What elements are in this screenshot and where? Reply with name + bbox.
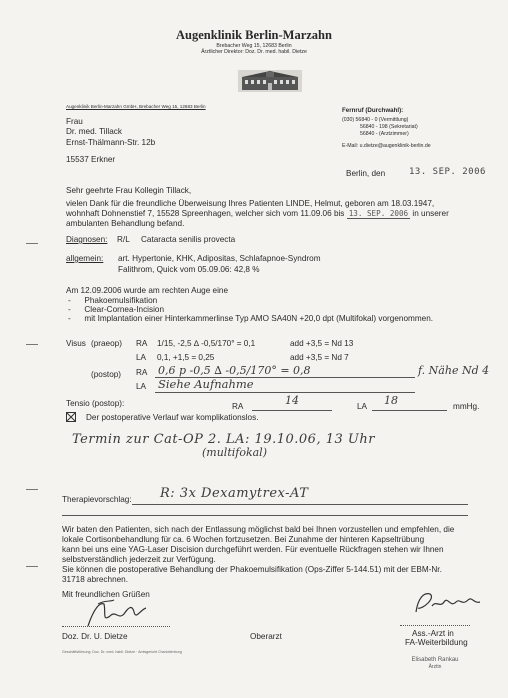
- visus-la-postop-line: [155, 392, 415, 393]
- intro-line-2a: wohnhaft Dohnenstief 7, 15528 Spreenhagen, welcher sich vom 11.09.06 bis: [66, 209, 345, 218]
- diagnosis-side: R/L: [117, 235, 130, 244]
- contact-header: Fernruf (Durchwahl):: [342, 107, 404, 114]
- signature-name-left: Doz. Dr. U. Dietze: [62, 632, 128, 641]
- general-line-1: art. Hypertonie, KHK, Adipositas, Schlafapnoe-Syndrom: [118, 254, 321, 263]
- visus-la-praeop: 0,1, +1,5 = 0,25: [157, 353, 215, 362]
- visus-praeop-label: (praeop): [91, 339, 122, 348]
- punch-mark: [26, 344, 38, 345]
- recipient-line-4: 15537 Erkner: [66, 155, 116, 164]
- stamp-name: Elisabeth Rankau: [411, 657, 459, 663]
- diagnosis-text: Cataracta senilis provecta: [141, 235, 236, 244]
- visus-la-postop-handwritten: Siehe Aufnahme: [158, 377, 254, 391]
- general-label: allgemein:: [66, 254, 104, 263]
- date-stamp: 13. SEP. 2006: [409, 167, 486, 177]
- tensio-ra-label: RA: [232, 402, 244, 411]
- signature-right: [408, 586, 490, 620]
- therapy-line-2: [62, 515, 468, 516]
- contact-email: E-Mail: u.dietze@augenklinik-berlin.de: [342, 143, 431, 149]
- contact-line-1: (030) 56840 - 0 (Vermittlung): [342, 117, 409, 123]
- visus-ra-postop-handwritten: 0,6 p -0,5 ∆ -0,5/170° = 0,8: [158, 364, 311, 377]
- signature-role-right-2: FA-Weiterbildung: [405, 638, 468, 647]
- date-label: Berlin, den: [346, 169, 386, 178]
- visus-label: Visus: [66, 339, 86, 348]
- punch-mark: [26, 243, 38, 244]
- intro-line-1: vielen Dank für die freundliche Überweisung Ihres Patienten LINDE, Helmut, geboren am 18.03.1947,: [66, 199, 435, 208]
- greeting: Mit freundlichen Grüßen: [62, 590, 150, 599]
- surgery-intro: Am 12.09.2006 wurde am rechten Auge eine: [66, 286, 229, 295]
- closing-line-2: lokale Cortisonbehandlung für ca. 6 Wochen fortzusetzen. Bei Zunahme der hinteren Kapseltrübung: [62, 535, 425, 544]
- check-icon: [67, 413, 75, 421]
- surgery-item-3: - mit Implantation einer Hinterkammerlinse Typ AMO SA40N +20,0 dpt (Multifokal) vorgenommen.: [68, 314, 434, 323]
- signature-role-middle: Oberarzt: [250, 632, 282, 641]
- recipient-line-1: Frau: [66, 117, 83, 126]
- tensio-label: Tensio (postop):: [66, 399, 125, 408]
- clinic-name: Augenklinik Berlin-Marzahn: [176, 28, 332, 42]
- recipient-line-3: Ernst-Thälmann-Str. 12b: [66, 138, 156, 147]
- tensio-la-line: [372, 410, 447, 411]
- clinic-building-logo: [238, 70, 302, 92]
- punch-mark: [26, 566, 38, 567]
- contact-line-2: 56840 - 198 (Sekretariat): [360, 124, 418, 130]
- visus-ra-near-handwritten: f. Nähe Nd 4: [418, 364, 490, 377]
- salutation: Sehr geehrte Frau Kollegin Tillack,: [66, 186, 192, 195]
- diagnosis-label: Diagnosen:: [66, 235, 108, 244]
- tensio-la-value: 18: [384, 394, 398, 407]
- closing-line-3: kann bei uns eine YAG-Laser Discision durchgeführt werden. Für eventuelle Rückfragen stehen wir Ihnen: [62, 545, 444, 554]
- closing-line-5: Sie können die postoperative Behandlung der Phakoemulsifikation (Ops-Ziffer 5-144.51) mit der EBM-Nr.: [62, 565, 442, 574]
- signature-line-right: [400, 625, 470, 626]
- general-line-2: Falithrom, Quick vom 05.09.06: 42,8 %: [118, 265, 260, 274]
- punch-mark: [26, 489, 38, 490]
- clinic-address: Brebacher Weg 15, 12683 Berlin: [216, 43, 292, 49]
- discharge-date-stamp: 13. SEP. 2006: [348, 209, 409, 218]
- visus-ra-post-label: RA: [136, 368, 148, 377]
- course-checkbox: [66, 412, 76, 422]
- therapy-label: Therapievorschlag:: [62, 495, 132, 504]
- tensio-unit: mmHg.: [453, 402, 480, 411]
- contact-line-3: 56840 - (Arztzimmer): [360, 131, 409, 137]
- signature-line-left: [62, 626, 170, 627]
- course-text: Der postoperative Verlauf war komplikationslos.: [86, 413, 259, 422]
- therapy-line: [132, 504, 468, 505]
- visus-la-label: LA: [136, 353, 147, 362]
- stamp-role: Ärztin: [428, 664, 442, 670]
- visus-la-add: add +3,5 = Nd 7: [290, 353, 349, 362]
- visus-ra-label: RA: [136, 339, 148, 348]
- therapy-handwritten: R: 3x Dexamytrex-AT: [160, 486, 309, 501]
- visus-la-post-label: LA: [136, 382, 147, 391]
- surgery-item-2: - Clear-Cornea-Incision: [68, 305, 165, 314]
- tensio-ra-line: [252, 410, 332, 411]
- intro-line-2: [66, 209, 449, 219]
- sender-line: Augenklinik Berlin-Marzahn GmbH, Brebacher Weg 15, 12683 Berlin: [66, 104, 206, 109]
- clinic-director: Ärztlicher Direktor: Doz. Dr. med. habil. Dietze: [201, 49, 307, 55]
- visus-postop-label: (postop): [91, 370, 122, 379]
- appointment-handwritten-2: (multifokal): [202, 446, 267, 459]
- intro-line-2b: in unserer: [412, 209, 449, 218]
- appointment-handwritten: Termin zur Cat-OP 2. LA: 19.10.06, 13 Uhr: [72, 432, 375, 447]
- tensio-la-label: LA: [357, 402, 368, 411]
- footer-fine-print: Geschäftsführung: Doz. Dr. med. habil. Dietze · Amtsgericht Charlottenburg: [62, 650, 182, 654]
- surgery-item-1: - Phakoemulsifikation: [68, 296, 158, 305]
- visus-ra-praeop: 1/15, -2,5 ∆ -0,5/170° = 0,1: [157, 339, 256, 348]
- closing-line-6: 31718 abrechnen.: [62, 575, 129, 584]
- visus-ra-add: add +3,5 = Nd 13: [290, 339, 354, 348]
- signature-role-right-1: Ass.-Arzt in: [412, 629, 454, 638]
- closing-line-1: Wir baten den Patienten, sich nach der Entlassung möglichst bald bei Ihnen vorzustellen und empfehlen, die: [62, 525, 455, 534]
- tensio-ra-value: 14: [285, 394, 299, 407]
- intro-line-3: ambulanten Behandlung befand.: [66, 219, 185, 228]
- closing-line-4: selbstverständlich jederzeit zur Verfügung.: [62, 555, 216, 564]
- recipient-line-2: Dr. med. Tillack: [66, 127, 122, 136]
